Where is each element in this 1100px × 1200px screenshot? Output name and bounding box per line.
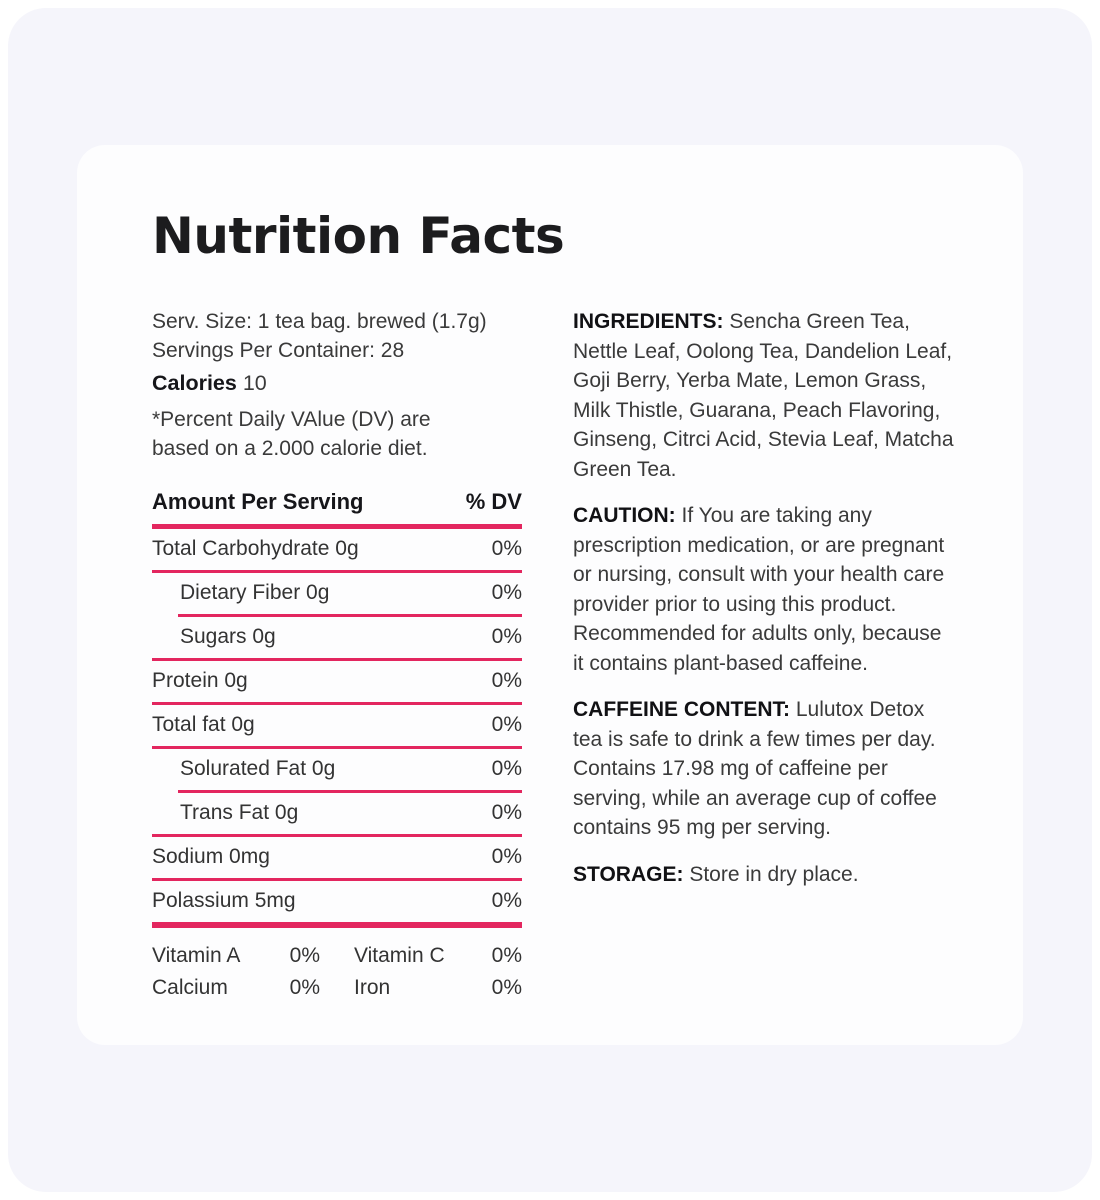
micronutrients-grid xyxy=(152,941,522,1002)
table-row: Total Carbohydrate 0g 0% xyxy=(152,537,522,560)
storage-text: Store in dry place. xyxy=(689,862,859,886)
micro-value: 0% xyxy=(491,976,522,999)
caffeine-section xyxy=(573,695,957,843)
caution-label: CAUTION: xyxy=(573,504,676,527)
table-row: Solurated Fat 0g 0% xyxy=(180,757,522,780)
micro-value: 0% xyxy=(491,944,522,967)
divider xyxy=(152,922,522,928)
storage-label: STORAGE: xyxy=(573,862,684,886)
table-row: Sugars 0g 0% xyxy=(180,625,522,648)
info-column xyxy=(573,307,957,1002)
label-columns xyxy=(152,307,955,1002)
caffeine-text: Lulutox Detox tea is safe to drink a few times per day. Contains 17.98 mg of caffeine per serving, while an average cup of coffee contains 95 mg per serving. xyxy=(573,698,937,839)
micro-value: 0% xyxy=(289,976,320,999)
serving-size-line: Serv. Size: 1 tea bag. brewed (1.7g) xyxy=(152,310,487,333)
calories-value: 10 xyxy=(242,371,267,395)
percent-dv-header: % DV xyxy=(465,489,522,514)
caffeine-label: CAFFEINE CONTENT: xyxy=(573,698,790,721)
ingredients-section xyxy=(573,307,957,484)
table-row: Protein 0g 0% xyxy=(152,669,522,692)
ingredients-text: Sencha Green Tea, Nettle Leaf, Oolong Tea, Dandelion Leaf, Goji Berry, Yerba Mate, Lemon Grass, Milk Thistle, Guarana, Peach Flavoring, Ginseng, Citrci Acid, Stevia Leaf, Matcha Green Tea. xyxy=(573,310,954,481)
table-row: Trans Fat 0g 0% xyxy=(180,801,522,824)
micro-label: Calcium xyxy=(152,976,228,999)
calories-line xyxy=(152,368,522,398)
table-header xyxy=(152,489,522,524)
storage-section xyxy=(573,860,957,890)
caution-text: If You are taking any prescription medication, or are pregnant or nursing, consult with your health care provider prior to using this product. xyxy=(573,504,945,616)
table-row: Dietary Fiber 0g 0% xyxy=(180,581,522,604)
table-row: Polassium 5mg 0% xyxy=(152,889,522,912)
nutrition-label-card xyxy=(77,145,1023,1045)
nutrition-column xyxy=(152,307,522,1002)
micro-label: Vitamin C xyxy=(354,944,445,967)
micro-label: Iron xyxy=(354,976,391,999)
nutrition-table xyxy=(152,489,522,1002)
caution-section xyxy=(573,501,957,678)
servings-per-container-line: Servings Per Container: 28 xyxy=(152,339,405,362)
micro-value: 0% xyxy=(289,944,320,967)
caution-text-2: Recommended for adults only, because it contains plant-based caffeine. xyxy=(573,622,942,675)
amount-per-serving-header: Amount Per Serving xyxy=(152,489,364,514)
label-background-panel xyxy=(8,8,1092,1192)
ingredients-label: INGREDIENTS: xyxy=(573,310,724,333)
table-row: Total fat 0g 0% xyxy=(152,713,522,736)
daily-value-footnote: *Percent Daily VAlue (DV) are based on a 2.000 calorie diet. xyxy=(152,408,431,460)
calories-label: Calories xyxy=(152,371,237,395)
micro-label: Vitamin A xyxy=(152,944,241,967)
page-title: Nutrition Facts xyxy=(152,207,565,265)
table-row: Sodium 0mg 0% xyxy=(152,845,522,868)
